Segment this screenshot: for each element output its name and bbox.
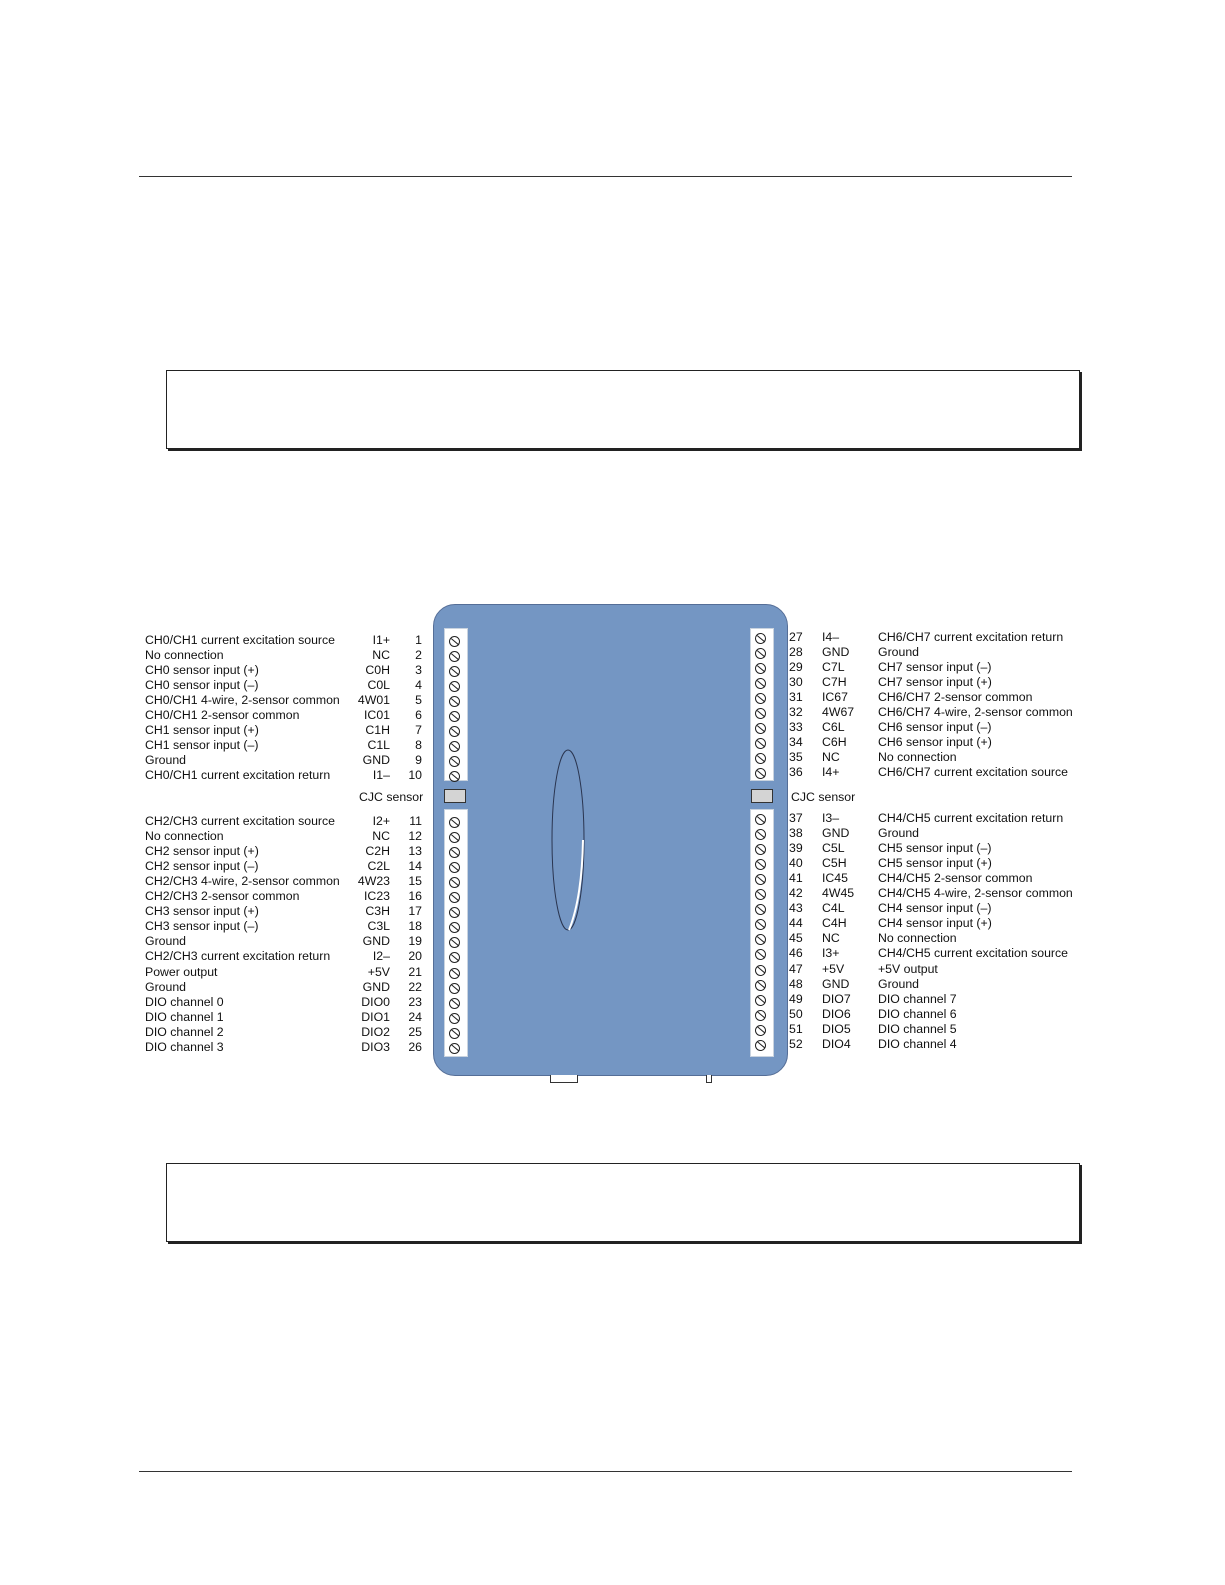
pin-description: CH2 sensor input (+) [145,844,259,859]
pin-description: CH2 sensor input (–) [145,859,259,874]
pin-description: +5V output [878,961,938,976]
pin-number: 47 [789,961,803,976]
screw-terminal-icon [755,904,766,915]
pin-number: 23 [408,994,422,1009]
pin-number: 32 [789,705,803,720]
pin-number: 43 [789,901,803,916]
pin-signal: C1H [365,723,390,738]
screw-terminal-icon [755,995,766,1006]
pin-description: CH0/CH1 current excitation return [145,768,331,783]
screw-terminal-icon [449,832,460,843]
pin-description: CH4/CH5 2-sensor common [878,871,1033,886]
pin-description: CH3 sensor input (–) [145,919,259,934]
pin-number: 36 [789,765,803,780]
pin-description: DIO channel 6 [878,1006,957,1021]
screw-strip-right-bottom [750,809,774,1057]
pin-signal: C7H [822,675,847,690]
pin-description: CH0 sensor input (+) [145,663,259,678]
pin-description: CH4/CH5 current excitation source [878,946,1068,961]
pin-signal: IC23 [364,889,390,904]
pin-number: 44 [789,916,803,931]
screw-strip-left-top [444,628,468,781]
screw-terminal-icon [449,877,460,888]
pin-signal: C7L [822,660,845,675]
pin-signal: GND [822,826,850,841]
pin-signal: C4H [822,916,847,931]
pin-signal: NC [372,648,390,663]
pin-signal: GND [822,645,850,660]
screw-terminal-icon [449,711,460,722]
pin-description: CH6/CH7 4-wire, 2-sensor common [878,705,1073,720]
screw-terminal-icon [755,1025,766,1036]
pin-description: No connection [145,648,224,663]
device-oval-window [548,748,590,936]
pin-number: 12 [408,829,422,844]
pin-signal: 4W01 [357,693,390,708]
pin-signal: I2+ [372,814,390,828]
pin-description: CH4/CH5 4-wire, 2-sensor common [878,886,1073,901]
screw-terminal-icon [755,859,766,870]
pin-description: CH4/CH5 current excitation return [878,811,1064,825]
pin-description: CH0/CH1 4-wire, 2-sensor common [145,693,340,708]
pin-description: CH1 sensor input (+) [145,723,259,738]
header-rule [139,176,1072,177]
screw-terminal-icon [449,922,460,933]
pin-description: DIO channel 1 [145,1009,224,1024]
pin-number: 1 [415,633,422,647]
screw-terminal-icon [449,998,460,1009]
screw-terminal-icon [755,678,766,689]
screw-terminal-icon [449,952,460,963]
pin-signal: DIO1 [361,1009,390,1024]
pin-number: 4 [415,678,422,693]
pin-number: 51 [789,1021,803,1036]
pin-description: DIO channel 3 [145,1039,224,1054]
pin-description: CH2/CH3 2-sensor common [145,889,300,904]
footer-rule [139,1471,1072,1472]
pin-number: 27 [789,630,803,644]
screw-terminal-icon [449,862,460,873]
screw-terminal-icon [449,892,460,903]
cjc-label-right: CJC sensor [791,790,856,804]
pin-signal: C6H [822,735,847,750]
pin-description: DIO channel 2 [145,1024,224,1039]
pin-signal: DIO7 [822,991,851,1006]
pin-number: 26 [408,1039,422,1054]
screw-terminal-icon [449,907,460,918]
screw-terminal-icon [755,874,766,885]
pin-number: 34 [789,735,803,750]
cjc-sensor-left [444,789,466,803]
screw-terminal-icon [755,965,766,976]
pin-description: CH5 sensor input (+) [878,856,992,871]
pin-number: 18 [408,919,422,934]
pin-signal: C0L [367,678,390,693]
pin-number: 35 [789,750,803,765]
pin-signal: DIO4 [822,1036,851,1051]
pin-description: DIO channel 5 [878,1021,957,1036]
pin-description: CH0 sensor input (–) [145,678,259,693]
pin-number: 46 [789,946,803,961]
cjc-label-left: CJC sensor [359,790,424,804]
screw-strip-right-top [750,628,774,781]
screw-terminal-icon [449,937,460,948]
pin-description: CH2/CH3 current excitation return [145,949,331,964]
pin-description: No connection [878,931,957,946]
pin-description: Ground [878,826,920,841]
pin-number: 37 [789,811,803,825]
note-box-top [166,370,1080,449]
pin-number: 3 [415,663,422,678]
screw-terminal-icon [449,696,460,707]
pin-number: 25 [408,1024,422,1039]
pin-number: 22 [408,979,422,994]
screw-terminal-icon [449,741,460,752]
pin-description: Ground [145,934,187,949]
pin-number: 30 [789,675,803,690]
pin-signal: IC67 [822,690,848,705]
pin-number: 28 [789,645,803,660]
pin-signal: NC [822,750,840,765]
screw-terminal-icon [449,651,460,662]
screw-terminal-icon [755,889,766,900]
pin-description: CH7 sensor input (+) [878,675,992,690]
pin-number: 16 [408,889,422,904]
pin-signal: I3– [822,811,840,825]
pin-signal: IC01 [364,708,390,723]
pin-signal: C5L [822,841,845,856]
pin-signal: C6L [822,720,845,735]
pin-description: Ground [145,979,187,994]
screw-terminal-icon [755,1040,766,1051]
pin-number: 17 [408,904,422,919]
pin-number: 52 [789,1036,803,1051]
screw-terminal-icon [449,636,460,647]
pin-description: CH2/CH3 current excitation source [145,814,335,828]
pin-description: Ground [878,976,920,991]
pin-number: 39 [789,841,803,856]
pin-number: 49 [789,991,803,1006]
pin-number: 21 [408,964,422,979]
device-connector-tab [550,1075,578,1083]
screw-terminal-icon [449,847,460,858]
pin-signal: I2– [372,949,390,964]
pin-signal: DIO6 [822,1006,851,1021]
pin-signal: C3H [365,904,390,919]
pin-number: 15 [408,874,422,889]
pin-number: 8 [415,738,422,753]
screw-terminal-icon [755,814,766,825]
pin-number: 14 [408,859,422,874]
pin-number: 13 [408,844,422,859]
screw-terminal-icon [755,738,766,749]
pin-signal: I1– [372,768,390,783]
note-box-bottom [166,1163,1080,1242]
pin-number: 2 [415,648,422,663]
pin-description: CH6/CH7 2-sensor common [878,690,1033,705]
pin-number: 50 [789,1006,803,1021]
pin-signal: GND [362,934,390,949]
screw-terminal-icon [449,666,460,677]
pin-number: 5 [415,693,422,708]
screw-terminal-icon [449,726,460,737]
pin-description: CH7 sensor input (–) [878,660,992,675]
screw-terminal-icon [449,771,460,782]
pin-number: 48 [789,976,803,991]
pin-signal: DIO5 [822,1021,851,1036]
pin-description: CH3 sensor input (+) [145,904,259,919]
pin-signal: C3L [367,919,390,934]
pin-description: CH5 sensor input (–) [878,841,992,856]
pin-signal: NC [372,829,390,844]
pin-number: 31 [789,690,803,705]
pin-signal: NC [822,931,840,946]
pin-number: 38 [789,826,803,841]
pin-signal: C0H [365,663,390,678]
pin-description: CH0/CH1 2-sensor common [145,708,300,723]
pin-number: 45 [789,931,803,946]
pin-description: No connection [145,829,224,844]
pin-description: CH0/CH1 current excitation source [145,633,335,647]
pin-signal: C4L [822,901,845,916]
pin-number: 19 [408,934,422,949]
screw-terminal-icon [755,723,766,734]
pin-signal: +5V [367,964,390,979]
pin-number: 10 [408,768,422,783]
pin-description: DIO channel 0 [145,994,224,1009]
pin-signal: I3+ [822,946,840,961]
pin-description: CH6/CH7 current excitation source [878,765,1068,780]
screw-terminal-icon [755,980,766,991]
pin-description: Ground [878,645,920,660]
screw-terminal-icon [755,934,766,945]
pin-description: CH4 sensor input (+) [878,916,992,931]
screw-terminal-icon [449,756,460,767]
screw-strip-left-bottom [444,809,468,1057]
pin-signal: I4– [822,630,840,644]
pin-signal: GND [362,753,390,768]
pin-description: CH1 sensor input (–) [145,738,259,753]
pin-signal: I4+ [822,765,840,780]
pin-signal: 4W67 [822,705,855,720]
screw-terminal-icon [755,693,766,704]
screw-terminal-icon [755,663,766,674]
screw-terminal-icon [449,817,460,828]
pin-signal: DIO2 [361,1024,390,1039]
screw-terminal-icon [755,829,766,840]
pin-description: Ground [145,753,187,768]
screw-terminal-icon [755,949,766,960]
pin-signal: IC45 [822,871,848,886]
screw-terminal-icon [449,1028,460,1039]
pin-number: 40 [789,856,803,871]
pin-description: CH6 sensor input (+) [878,735,992,750]
pin-signal: I1+ [372,633,390,647]
pin-signal: GND [822,976,850,991]
pin-description: DIO channel 4 [878,1036,957,1051]
pin-number: 7 [415,723,422,738]
screw-terminal-icon [755,648,766,659]
pin-signal: 4W45 [822,886,855,901]
screw-terminal-icon [449,968,460,979]
pin-description: CH4 sensor input (–) [878,901,992,916]
screw-terminal-icon [755,753,766,764]
pin-signal: DIO3 [361,1039,390,1054]
pin-description: No connection [878,750,957,765]
screw-terminal-icon [755,919,766,930]
pin-number: 6 [415,708,422,723]
screw-terminal-icon [755,844,766,855]
screw-terminal-icon [449,1043,460,1054]
device-connector-pin [706,1075,712,1083]
pin-signal: C2H [365,844,390,859]
pin-signal: C1L [367,738,390,753]
pin-number: 42 [789,886,803,901]
screw-terminal-icon [449,1013,460,1024]
pin-number: 24 [408,1009,422,1024]
screw-terminal-icon [449,983,460,994]
cjc-sensor-right [751,789,773,803]
screw-terminal-icon [755,633,766,644]
screw-terminal-icon [755,708,766,719]
pin-signal: GND [362,979,390,994]
pin-number: 11 [409,814,422,828]
pin-signal: C5H [822,856,847,871]
pin-signal: 4W23 [357,874,390,889]
pin-number: 33 [789,720,803,735]
pin-number: 29 [789,660,803,675]
pin-signal: +5V [822,961,845,976]
pin-number: 20 [408,949,422,964]
pin-number: 9 [415,753,422,768]
pin-signal: C2L [367,859,390,874]
pin-description: CH6 sensor input (–) [878,720,992,735]
device-body [433,604,788,1076]
pin-description: DIO channel 7 [878,991,957,1006]
screw-terminal-icon [449,681,460,692]
screw-terminal-icon [755,1010,766,1021]
pin-description: CH2/CH3 4-wire, 2-sensor common [145,874,340,889]
screw-terminal-icon [755,768,766,779]
pin-description: Power output [145,964,218,979]
pin-number: 41 [789,871,803,886]
pin-description: CH6/CH7 current excitation return [878,630,1064,644]
pin-signal: DIO0 [361,994,390,1009]
